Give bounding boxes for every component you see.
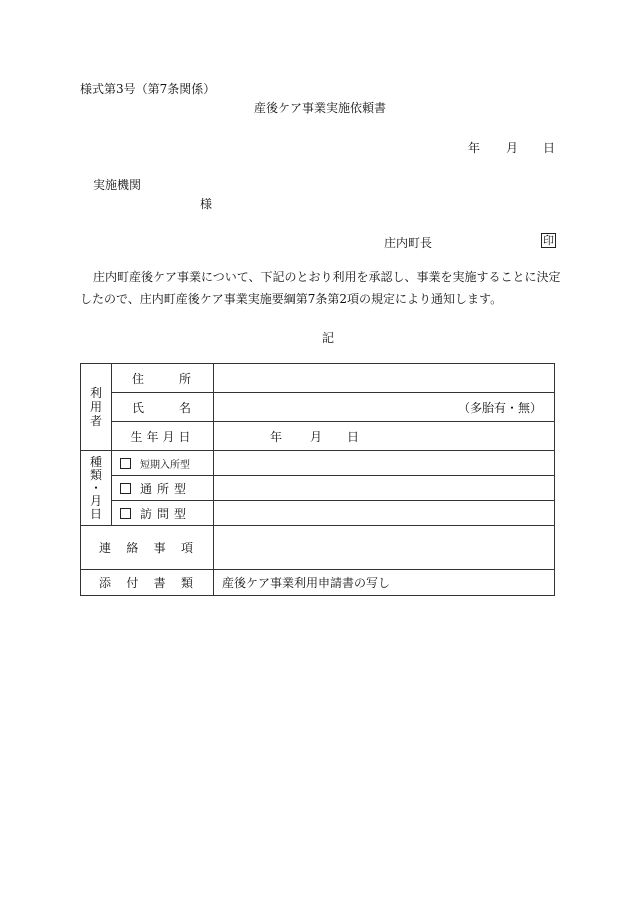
user-group-label: 利 用 者 <box>81 364 112 451</box>
checkbox[interactable] <box>120 508 131 519</box>
table-row <box>81 364 555 393</box>
table-row <box>81 393 555 422</box>
table-row <box>81 451 555 476</box>
address-field[interactable] <box>214 364 555 393</box>
home-visit-date-field[interactable] <box>214 501 555 526</box>
address-label: 住 所 <box>112 364 214 393</box>
body-line-1: 庄内町産後ケア事業について、下記のとおり利用を承認し、事業を実施することに決定 <box>93 270 561 284</box>
body-line-2: したので、庄内町産後ケア事業実施要綱第7条第2項の規定により通知します。 <box>80 292 503 306</box>
name-field[interactable] <box>214 393 555 422</box>
type-option-short-stay[interactable]: 短期入所型 <box>112 451 214 476</box>
type-option-day-care[interactable]: 通所型 <box>112 476 214 501</box>
table-row <box>81 501 555 526</box>
table-row <box>81 526 555 570</box>
date-year: 年 <box>468 141 481 155</box>
day-care-date-field[interactable] <box>214 476 555 501</box>
form-number: 様式第3号（第7条関係） <box>80 82 216 96</box>
form-table <box>80 363 555 596</box>
table-row <box>81 570 555 596</box>
date-day: 日 <box>543 141 556 155</box>
attachment-value: 産後ケア事業利用申請書の写し <box>214 570 555 596</box>
checkbox[interactable] <box>120 483 131 494</box>
table-row <box>81 476 555 501</box>
attachment-label: 添 付 書 類 <box>81 570 214 596</box>
seal-mark: 印 <box>543 234 554 247</box>
table-row <box>81 422 555 451</box>
type-group-label: 種 類 ・ 月 日 <box>81 451 112 526</box>
dob-field[interactable] <box>214 422 555 451</box>
addressee: 実施機関 <box>93 178 142 192</box>
dob-month: 月 <box>310 429 323 444</box>
date-month: 月 <box>506 141 519 155</box>
sender: 庄内町長 <box>384 236 433 250</box>
short-stay-date-field[interactable] <box>214 451 555 476</box>
type-option-home-visit[interactable]: 訪問型 <box>112 501 214 526</box>
dob-label: 生年月日 <box>112 422 214 451</box>
dob-day: 日 <box>347 429 360 444</box>
contact-field[interactable] <box>214 526 555 570</box>
name-label: 氏 名 <box>112 393 214 422</box>
dob-year: 年 <box>270 429 283 444</box>
document-title: 産後ケア事業実施依頼書 <box>254 101 387 115</box>
checkbox[interactable] <box>120 458 131 469</box>
honorific: 様 <box>200 197 213 211</box>
ki-label: 記 <box>322 331 335 345</box>
multiple-birth-note: （多胎有・無） <box>457 400 542 415</box>
contact-label: 連 絡 事 項 <box>81 526 214 570</box>
